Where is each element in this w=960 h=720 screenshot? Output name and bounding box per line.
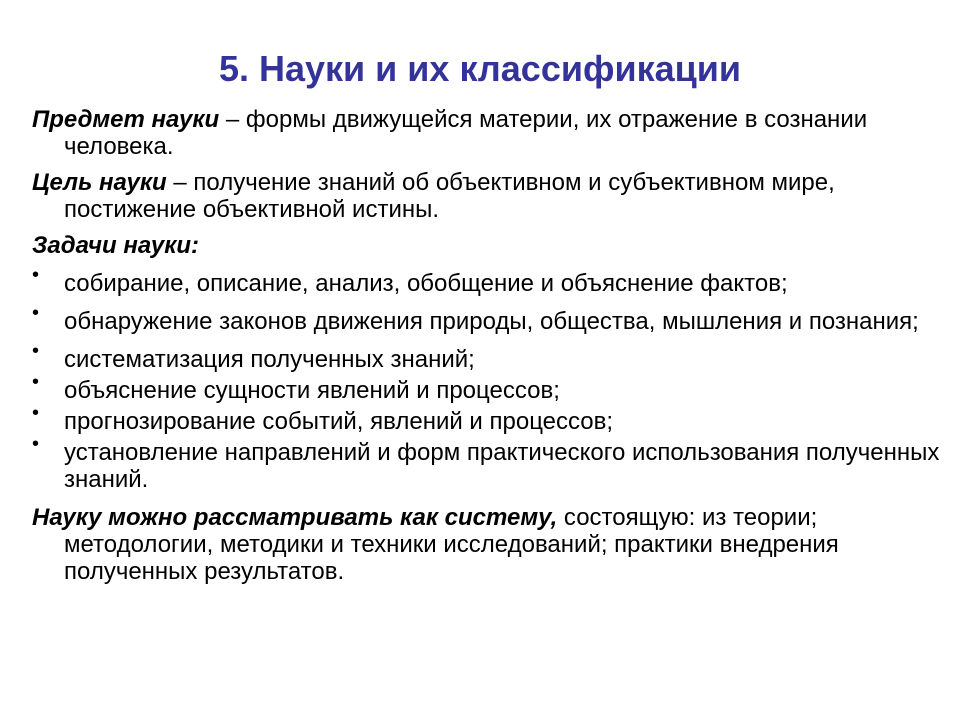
system-text: состоящую: из теории; методологии, методики и техники исследований; практики внедрения полученных результатов. xyxy=(64,504,839,585)
tasks-heading: Задачи науки: xyxy=(32,232,200,259)
system-term: Науку можно рассматривать как систему, xyxy=(32,504,558,531)
task-text: установление направлений и форм практического использования полученных знаний. xyxy=(64,439,940,493)
list-item xyxy=(32,371,944,404)
list-item xyxy=(32,402,944,435)
list-item xyxy=(32,340,944,373)
goal-text: – получение знаний об объективном и субъективном мире, постижение объективной истины. xyxy=(64,169,835,223)
subject-paragraph xyxy=(32,106,944,160)
goal-term: Цель науки xyxy=(32,169,167,196)
list-item xyxy=(32,433,944,493)
slide-body xyxy=(32,106,944,594)
list-item xyxy=(32,302,944,335)
bullet-icon: • xyxy=(32,340,40,362)
bullet-icon: • xyxy=(32,371,40,393)
tasks-list xyxy=(32,264,944,493)
subject-term: Предмет науки xyxy=(32,106,220,133)
task-text: систематизация полученных знаний; xyxy=(64,346,475,373)
bullet-icon: • xyxy=(32,302,40,324)
slide-title: 5. Науки и их классификации xyxy=(218,48,742,89)
list-item xyxy=(32,264,944,297)
bullet-icon: • xyxy=(32,264,40,286)
goal-paragraph xyxy=(32,169,944,223)
bullet-icon: • xyxy=(32,402,40,424)
task-text: обнаружение законов движения природы, общества, мышления и познания; xyxy=(64,308,919,335)
task-text: объяснение сущности явлений и процессов; xyxy=(64,377,560,404)
task-text: собирание, описание, анализ, обобщение и объяснение фактов; xyxy=(64,270,788,297)
task-text: прогнозирование событий, явлений и процессов; xyxy=(64,408,614,435)
subject-text: – формы движущейся материи, их отражение в сознании человека. xyxy=(64,106,868,160)
bullet-icon: • xyxy=(32,433,40,455)
system-paragraph xyxy=(32,504,944,585)
